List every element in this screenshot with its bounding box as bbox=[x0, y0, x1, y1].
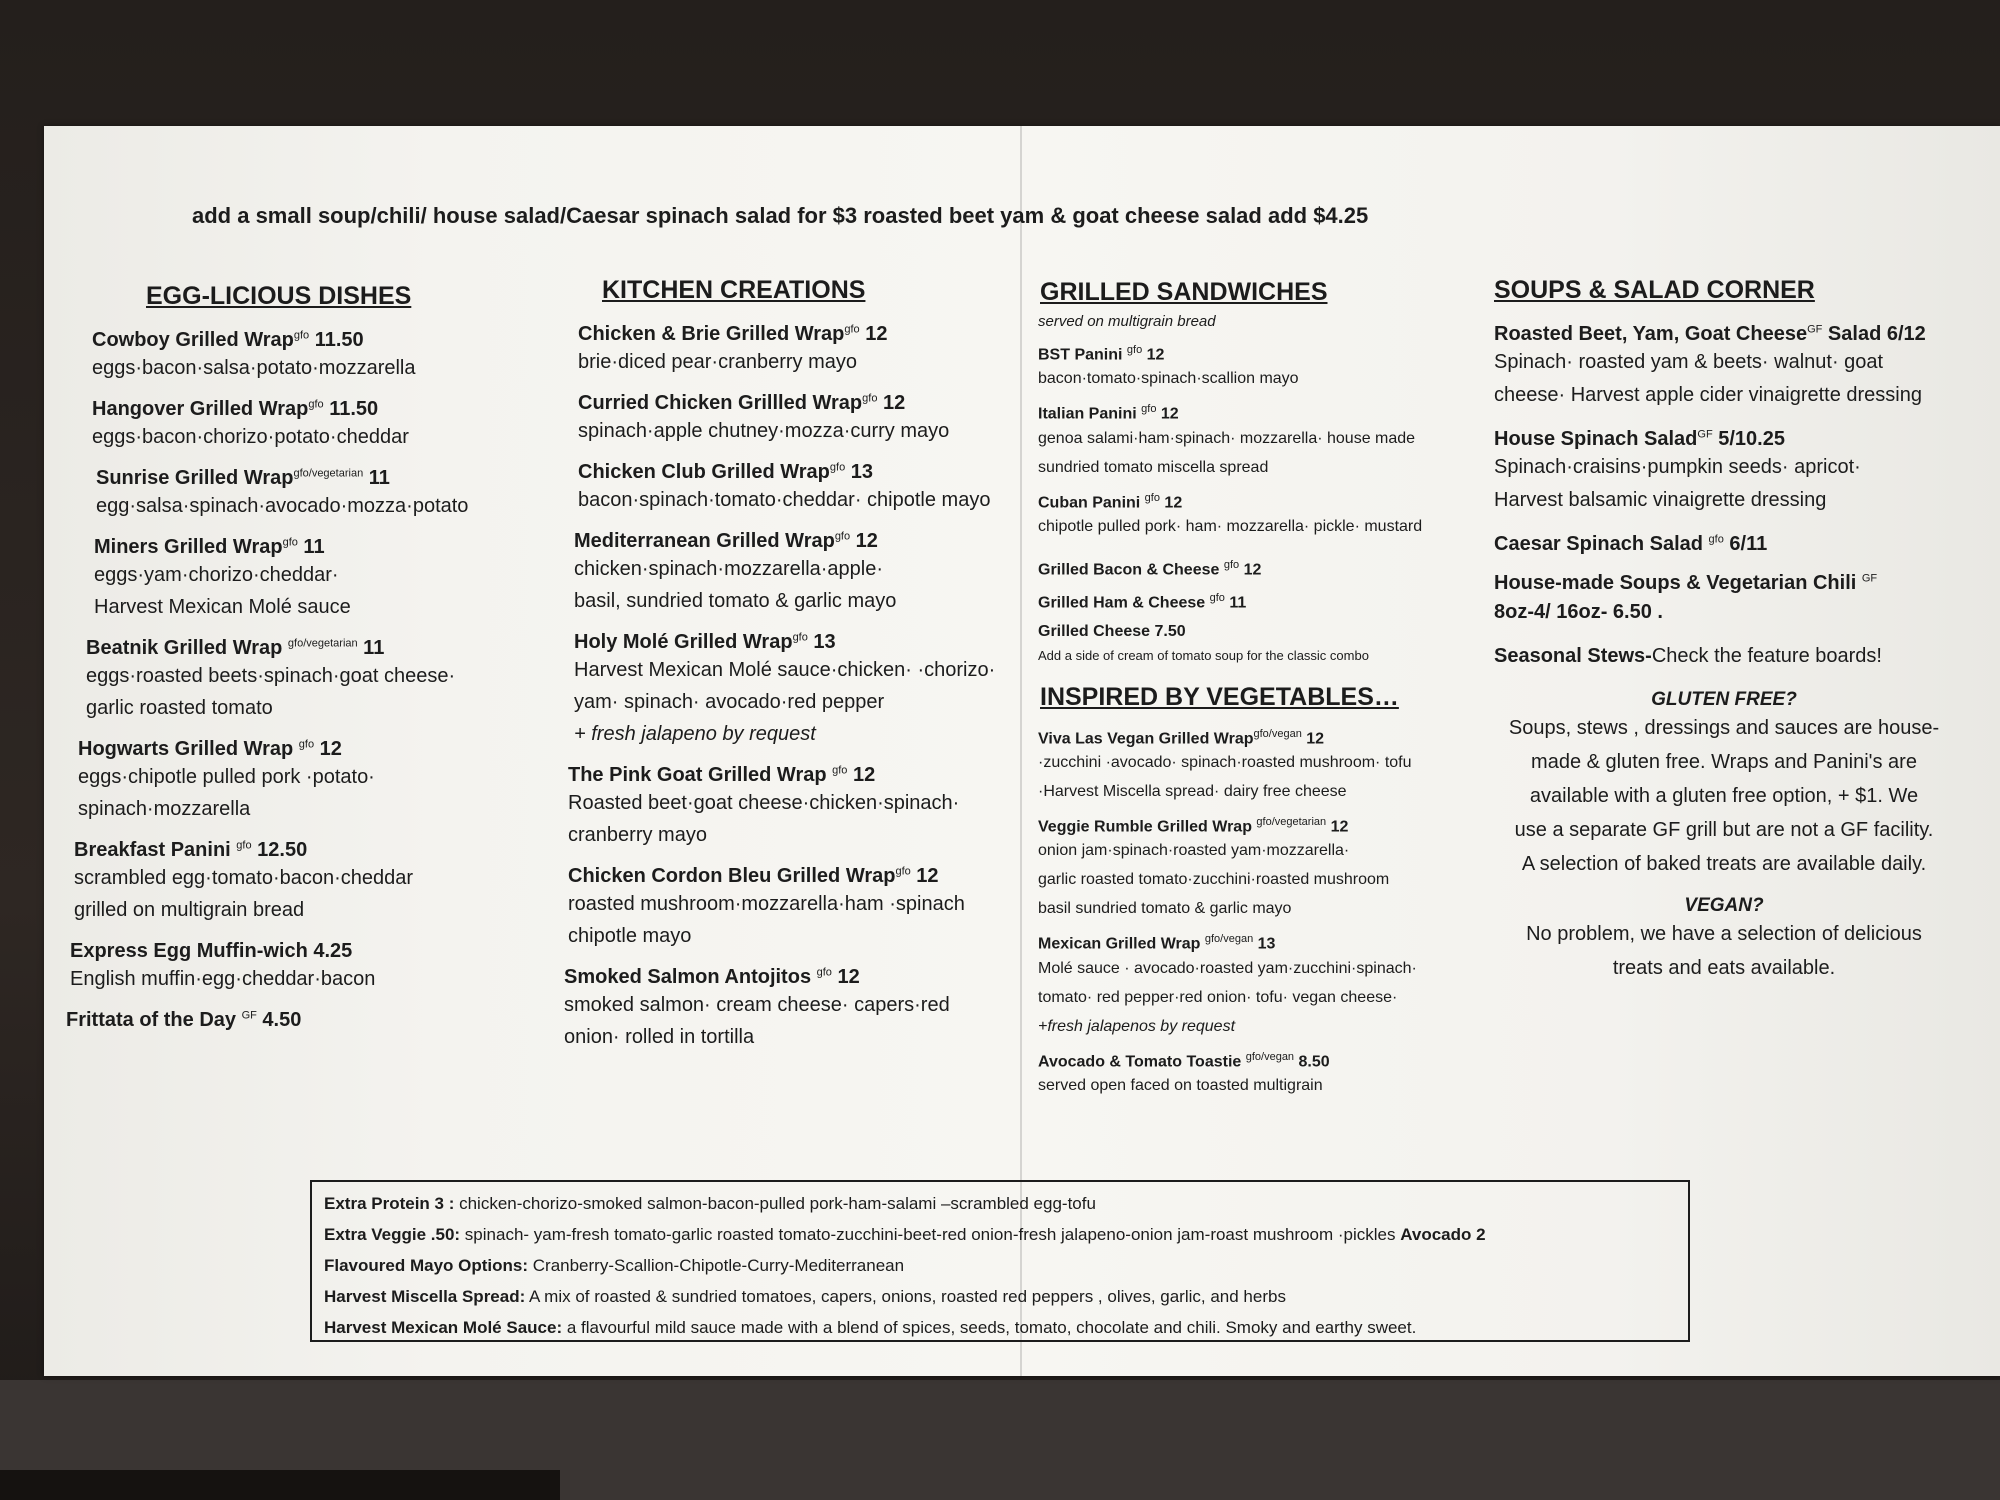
item-name: Beatnik Grilled Wrap bbox=[86, 637, 288, 659]
item-name: Italian Panini bbox=[1038, 405, 1142, 423]
item-description: basil sundried tomato & garlic mayo bbox=[1038, 900, 1292, 918]
gluten-free-line: A selection of baked treats are available daily. bbox=[1521, 853, 1927, 875]
item-tag: gfo/vegetarian bbox=[287, 637, 358, 650]
item-tag: gfo bbox=[1209, 592, 1225, 605]
item-description: ·zucchini ·avocado· spinach·roasted mushroom· tofu bbox=[1038, 753, 1412, 771]
menu-item bbox=[1038, 492, 1468, 541]
item-description: bacon·tomato·spinach·scallion mayo bbox=[1038, 370, 1299, 388]
menu-item bbox=[78, 738, 532, 825]
item-name: Avocado & Tomato Toastie bbox=[1038, 1052, 1246, 1070]
item-name-line bbox=[1494, 428, 1974, 451]
item-name-line bbox=[70, 940, 532, 963]
item-description: garlic roasted tomato·zucchini·roasted mushroom bbox=[1038, 871, 1390, 889]
menu-item bbox=[1038, 816, 1468, 923]
item-description: egg·salsa·spinach·avocado·mozza·potato bbox=[96, 495, 469, 517]
stews-text: Check the feature boards! bbox=[1651, 645, 1882, 667]
item-price: 11.50 bbox=[323, 398, 379, 420]
item-price: 8.50 bbox=[1294, 1052, 1330, 1070]
item-description: Spinach·craisins·pumpkin seeds· apricot· bbox=[1494, 456, 1861, 478]
item-name-line bbox=[568, 865, 1018, 888]
item-description: sundried tomato miscella spread bbox=[1038, 458, 1269, 476]
section-title-vegetables: INSPIRED BY VEGETABLES… bbox=[1040, 682, 1399, 711]
item-extra: + fresh jalapeno by request bbox=[574, 723, 816, 745]
menu-item bbox=[1038, 1051, 1468, 1100]
item-description: spinach·apple chutney·mozza·curry mayo bbox=[578, 420, 950, 442]
item-name-line bbox=[1038, 1051, 1468, 1071]
item-description: eggs·roasted beets·spinach·goat cheese· bbox=[86, 665, 456, 687]
gluten-free-line: Soups, stews , dressings and sauces are house- bbox=[1508, 717, 1940, 739]
section-title-egg: EGG-LICIOUS DISHES bbox=[146, 282, 412, 310]
item-tag: gfo bbox=[844, 323, 860, 336]
item-price: 13 bbox=[807, 631, 836, 653]
menu-item bbox=[92, 329, 532, 384]
gluten-free-text bbox=[1474, 711, 1974, 881]
item-name-line bbox=[66, 1009, 532, 1032]
menu-item bbox=[94, 536, 532, 623]
menu-item bbox=[578, 392, 1018, 447]
item-tag: GF bbox=[241, 1009, 257, 1022]
item-name: Express Egg Muffin-wich bbox=[70, 940, 314, 962]
vegan-text bbox=[1474, 917, 1974, 985]
menu-item bbox=[1038, 403, 1468, 481]
item-description: ·Harvest Miscella spread· dairy free cheese bbox=[1038, 782, 1347, 800]
item-price: 12 bbox=[314, 738, 342, 760]
item-tag: gfo/vegan bbox=[1204, 933, 1254, 946]
item-tag: gfo bbox=[832, 764, 848, 777]
item-description: yam· spinach· avocado·red pepper bbox=[574, 691, 885, 713]
item-name: The Pink Goat Grilled Wrap bbox=[568, 764, 833, 786]
item-tag: gfo/vegan bbox=[1253, 727, 1302, 740]
menu-item bbox=[1038, 728, 1468, 806]
item-name: Cowboy Grilled Wrap bbox=[92, 329, 294, 351]
item-price: 6/11 bbox=[1723, 533, 1768, 555]
item-name: Chicken Club Grilled Wrap bbox=[578, 461, 830, 483]
item-name-line bbox=[1494, 323, 1974, 346]
vegan-title: VEGAN? bbox=[1684, 895, 1764, 916]
item-tag: gfo bbox=[816, 966, 832, 979]
item-description: Molé sauce · avocado·roasted yam·zucchini·spinach· bbox=[1038, 959, 1417, 977]
item-name: Sunrise Grilled Wrap bbox=[96, 467, 294, 489]
item-price: 5/10.25 bbox=[1712, 428, 1785, 450]
item-price: 12 bbox=[1301, 729, 1325, 747]
item-price: Salad 6/12 bbox=[1822, 323, 1926, 345]
item-price: 12 bbox=[847, 764, 876, 786]
item-name-line bbox=[1038, 728, 1468, 748]
item-name-line bbox=[1494, 533, 1974, 556]
item-name-line bbox=[578, 461, 1018, 484]
item-description: tomato· red pepper·red onion· tofu· vegan cheese· bbox=[1038, 988, 1398, 1006]
item-price: 7.50 bbox=[1154, 622, 1186, 640]
extras-text: chicken-chorizo-smoked salmon-bacon-pulled pork-ham-salami –scrambled egg-tofu bbox=[454, 1194, 1096, 1213]
item-price: 12 bbox=[877, 392, 906, 414]
menu-item bbox=[1494, 323, 1974, 412]
extras-row bbox=[324, 1281, 1676, 1312]
menu-item bbox=[564, 966, 1018, 1053]
item-description: cranberry mayo bbox=[568, 824, 707, 846]
item-name-line bbox=[574, 631, 1018, 654]
grilled-items bbox=[1038, 344, 1468, 541]
item-description: bacon·spinach·tomato·cheddar· chipotle mayo bbox=[578, 489, 991, 511]
simple-item bbox=[1038, 584, 1468, 617]
item-tag: gfo bbox=[1141, 403, 1157, 416]
item-name-line bbox=[568, 764, 1018, 787]
item-price: 12 bbox=[1159, 493, 1183, 511]
item-tag: GF bbox=[1861, 572, 1878, 585]
menu-item bbox=[568, 865, 1018, 952]
item-name: Chicken & Brie Grilled Wrap bbox=[578, 323, 845, 345]
item-name: House Spinach Salad bbox=[1494, 428, 1698, 450]
extras-row bbox=[324, 1312, 1676, 1343]
item-price: 12 bbox=[1156, 405, 1179, 423]
item-tag: gfo bbox=[1708, 533, 1724, 546]
item-name: Mexican Grilled Wrap bbox=[1038, 935, 1205, 953]
item-name: Mediterranean Grilled Wrap bbox=[574, 530, 835, 552]
menu-item bbox=[1038, 344, 1468, 393]
item-name: Viva Las Vegan Grilled Wrap bbox=[1038, 729, 1254, 747]
item-name-line bbox=[1038, 933, 1468, 953]
add-on-note: add a small soup/chili/ house salad/Caesar spinach salad for $3 roasted beet yam & goat cheese salad add $4.25 bbox=[192, 203, 1369, 228]
item-description: Harvest Mexican Molé sauce·chicken· ·chorizo· bbox=[574, 659, 996, 681]
item-description: roasted mushroom·mozzarella·ham ·spinach bbox=[568, 893, 965, 915]
grilled-simple-items bbox=[1038, 551, 1468, 646]
section-title-kitchen: KITCHEN CREATIONS bbox=[602, 276, 866, 304]
item-description: cheese· Harvest apple cider vinaigrette dressing bbox=[1494, 384, 1922, 406]
grilled-note: served on multigrain bread bbox=[1038, 313, 1216, 330]
item-price: 11 bbox=[363, 467, 390, 489]
item-description: brie·diced pear·cranberry mayo bbox=[578, 351, 858, 373]
item-name: Grilled Ham & Cheese bbox=[1038, 594, 1210, 612]
item-tag: gfo bbox=[1223, 558, 1240, 571]
item-name: Miners Grilled Wrap bbox=[94, 536, 283, 558]
item-description: Harvest balsamic vinaigrette dressing bbox=[1494, 489, 1827, 511]
egg-items bbox=[66, 329, 532, 1032]
extras-text: A mix of roasted & sundried tomatoes, capers, onions, roasted red peppers , olives, garlic, and herbs bbox=[525, 1287, 1286, 1306]
item-name-line bbox=[1038, 492, 1468, 512]
item-name: Hangover Grilled Wrap bbox=[92, 398, 309, 420]
item-price: 13 bbox=[845, 461, 874, 483]
item-description: onion· rolled in tortilla bbox=[564, 1026, 755, 1048]
extras-row bbox=[324, 1219, 1676, 1250]
item-name: Smoked Salmon Antojitos bbox=[564, 966, 817, 988]
menu-item bbox=[574, 631, 1018, 750]
extras-tail: Avocado 2 bbox=[1400, 1225, 1486, 1244]
menu-item bbox=[1038, 933, 1468, 1040]
item-price: 13 bbox=[1253, 935, 1276, 953]
item-price: 11.50 bbox=[309, 329, 364, 351]
item-description: basil, sundried tomato & garlic mayo bbox=[574, 590, 897, 612]
item-tag: gfo bbox=[895, 865, 911, 878]
menu-item bbox=[96, 467, 532, 522]
item-name: Cuban Panini bbox=[1038, 493, 1145, 511]
item-tag: gfo/vegetarian bbox=[1256, 815, 1327, 828]
item-name: House-made Soups & Vegetarian Chili bbox=[1494, 572, 1862, 594]
item-name: Holy Molé Grilled Wrap bbox=[574, 631, 793, 653]
extras-box bbox=[310, 1180, 1690, 1342]
item-name-line bbox=[1038, 403, 1468, 423]
item-tag: gfo bbox=[834, 530, 851, 543]
item-description: eggs·bacon·salsa·potato·mozzarella bbox=[92, 357, 416, 379]
item-name: Frittata of the Day bbox=[66, 1009, 242, 1031]
item-name: Curried Chicken Grillled Wrap bbox=[578, 392, 863, 414]
menu-item bbox=[74, 839, 532, 926]
extras-row bbox=[324, 1188, 1676, 1219]
item-price: 12 bbox=[1326, 818, 1349, 836]
item-description: Roasted beet·goat cheese·chicken·spinach· bbox=[568, 792, 960, 814]
item-name: Caesar Spinach Salad bbox=[1494, 533, 1709, 555]
item-extra: +fresh jalapenos by request bbox=[1038, 1017, 1236, 1035]
item-description: chipotle pulled pork· ham· mozzarella· pickle· mustard bbox=[1038, 517, 1423, 535]
extras-label: Harvest Miscella Spread: bbox=[324, 1287, 526, 1306]
extras-label: Harvest Mexican Molé Sauce: bbox=[324, 1318, 563, 1337]
menu-item bbox=[1494, 428, 1974, 517]
menu-item bbox=[578, 323, 1018, 378]
menu-item bbox=[574, 530, 1018, 617]
extras-text: a flavourful mild sauce made with a blend of spices, seeds, tomato, chocolate and chili. Smoky and earthy sweet. bbox=[562, 1318, 1417, 1337]
extras-label: Flavoured Mayo Options: bbox=[324, 1256, 529, 1275]
section-title-grilled: GRILLED SANDWICHES bbox=[1040, 278, 1328, 306]
item-name-line bbox=[578, 323, 1018, 346]
item-price: 12 bbox=[1142, 346, 1165, 364]
menu-item bbox=[1494, 572, 1974, 595]
soup-items bbox=[1494, 323, 1974, 595]
item-tag: gfo bbox=[862, 392, 878, 405]
egg-dishes-column bbox=[66, 282, 532, 1046]
chili-sizes: 8oz-4/ 16oz- 6.50 . bbox=[1494, 601, 1663, 623]
extras-label: Extra Protein 3 : bbox=[324, 1194, 455, 1213]
item-price: 11 bbox=[1224, 594, 1247, 612]
item-name-line bbox=[92, 329, 532, 352]
item-description: grilled on multigrain bread bbox=[74, 899, 305, 921]
item-name: Hogwarts Grilled Wrap bbox=[78, 738, 299, 760]
menu-item bbox=[92, 398, 532, 453]
extras-row bbox=[324, 1250, 1676, 1281]
menu-item bbox=[568, 764, 1018, 851]
simple-item bbox=[1038, 618, 1468, 646]
item-name: Grilled Bacon & Cheese bbox=[1038, 561, 1224, 579]
item-tag: gfo bbox=[293, 329, 310, 342]
gluten-free-title: GLUTEN FREE? bbox=[1651, 689, 1797, 710]
gluten-free-line: available with a gluten free option, + $1. We bbox=[1529, 785, 1919, 807]
item-tag: gfo bbox=[792, 631, 808, 644]
item-description: onion jam·spinach·roasted yam·mozzarella· bbox=[1038, 842, 1350, 860]
item-tag: gfo bbox=[829, 461, 846, 474]
item-description: Spinach· roasted yam & beets· walnut· goat bbox=[1494, 351, 1884, 373]
item-price: 12 bbox=[859, 323, 888, 345]
item-name-line bbox=[78, 738, 532, 761]
item-tag: gfo bbox=[236, 839, 252, 852]
kitchen-items bbox=[564, 323, 1018, 1053]
gluten-free-line: use a separate GF grill but are not a GF facility. bbox=[1514, 819, 1934, 841]
item-name-line bbox=[564, 966, 1018, 989]
item-description: scrambled egg·tomato·bacon·cheddar bbox=[74, 867, 414, 889]
item-price: 4.25 bbox=[313, 940, 353, 962]
item-price: 12 bbox=[850, 530, 878, 552]
stews-label: Seasonal Stews- bbox=[1494, 645, 1652, 667]
menu-item bbox=[1494, 533, 1974, 556]
item-description: eggs·bacon·chorizo·potato·cheddar bbox=[92, 426, 409, 448]
item-name-line bbox=[574, 530, 1018, 553]
item-tag: GF bbox=[1807, 323, 1823, 336]
item-name-line bbox=[578, 392, 1018, 415]
grilled-side-note: Add a side of cream of tomato soup for the classic combo bbox=[1038, 647, 1369, 663]
menu-item bbox=[578, 461, 1018, 516]
simple-item bbox=[1038, 551, 1468, 584]
item-description: eggs·yam·chorizo·cheddar· bbox=[94, 564, 339, 586]
vegan-line: No problem, we have a selection of delicious bbox=[1526, 923, 1922, 945]
vegan-line: treats and eats available. bbox=[1612, 957, 1836, 979]
item-name-line bbox=[92, 398, 532, 421]
item-description: eggs·chipotle pulled pork ·potato· bbox=[78, 766, 375, 788]
item-price: 12 bbox=[910, 865, 939, 887]
item-tag: gfo bbox=[1144, 491, 1160, 504]
floor-shadow bbox=[0, 1470, 560, 1500]
item-tag: gfo/vegetarian bbox=[293, 467, 364, 480]
item-name-line bbox=[1494, 572, 1974, 595]
soups-salads-column bbox=[1494, 276, 1974, 985]
item-name: Grilled Cheese bbox=[1038, 622, 1155, 640]
item-name: Chicken Cordon Bleu Grilled Wrap bbox=[568, 865, 896, 887]
item-tag: GF bbox=[1697, 428, 1713, 441]
item-price: 12.50 bbox=[251, 839, 308, 861]
extras-label: Extra Veggie .50: bbox=[324, 1225, 461, 1244]
item-tag: gfo bbox=[298, 738, 315, 751]
item-name-line bbox=[96, 467, 532, 490]
section-title-soups: SOUPS & SALAD CORNER bbox=[1494, 276, 1815, 304]
item-description: served open faced on toasted multigrain bbox=[1038, 1076, 1323, 1094]
item-description: spinach·mozzarella bbox=[78, 798, 251, 820]
item-description: Harvest Mexican Molé sauce bbox=[94, 596, 351, 618]
item-price: 4.50 bbox=[256, 1009, 302, 1031]
kitchen-creations-column bbox=[564, 276, 1018, 1067]
item-description: chipotle mayo bbox=[568, 925, 692, 947]
item-price: 11 bbox=[357, 637, 385, 659]
item-name-line bbox=[1038, 816, 1468, 836]
item-price: 11 bbox=[297, 536, 325, 558]
item-tag: gfo bbox=[1126, 344, 1143, 356]
extras-text: Cranberry-Scallion-Chipotle-Curry-Mediterranean bbox=[528, 1256, 905, 1275]
item-tag: gfo bbox=[308, 398, 324, 411]
item-name-line bbox=[86, 637, 532, 660]
item-tag: gfo/vegan bbox=[1245, 1050, 1295, 1063]
item-name-line bbox=[94, 536, 532, 559]
item-description: chicken·spinach·mozzarella·apple· bbox=[574, 558, 884, 580]
item-name-line bbox=[1038, 344, 1468, 364]
item-name: Breakfast Panini bbox=[74, 839, 237, 861]
item-name: Veggie Rumble Grilled Wrap bbox=[1038, 818, 1257, 836]
item-price: 12 bbox=[831, 966, 860, 988]
gluten-free-line: made & gluten free. Wraps and Panini's are bbox=[1531, 751, 1917, 773]
menu-item bbox=[70, 940, 532, 995]
item-tag: gfo bbox=[282, 536, 298, 549]
menu-item bbox=[86, 637, 532, 724]
item-name: Roasted Beet, Yam, Goat Cheese bbox=[1494, 323, 1808, 345]
grilled-sandwiches-column bbox=[1038, 278, 1468, 1110]
item-description: garlic roasted tomato bbox=[86, 697, 273, 719]
item-description: English muffin·egg·cheddar·bacon bbox=[70, 968, 376, 990]
item-description: genoa salami·ham·spinach· mozzarella· house made bbox=[1038, 429, 1416, 447]
item-price: 12 bbox=[1239, 561, 1262, 579]
veg-items bbox=[1038, 728, 1468, 1100]
extras-text: spinach- yam-fresh tomato-garlic roasted tomato-zucchini-beet-red onion-fresh jalapeno-onion jam-roast mushroom ·pickles bbox=[460, 1225, 1401, 1244]
item-name-line bbox=[74, 839, 532, 862]
item-name: BST Panini bbox=[1038, 346, 1127, 364]
menu-item bbox=[66, 1009, 532, 1032]
item-description: smoked salmon· cream cheese· capers·red bbox=[564, 994, 950, 1016]
